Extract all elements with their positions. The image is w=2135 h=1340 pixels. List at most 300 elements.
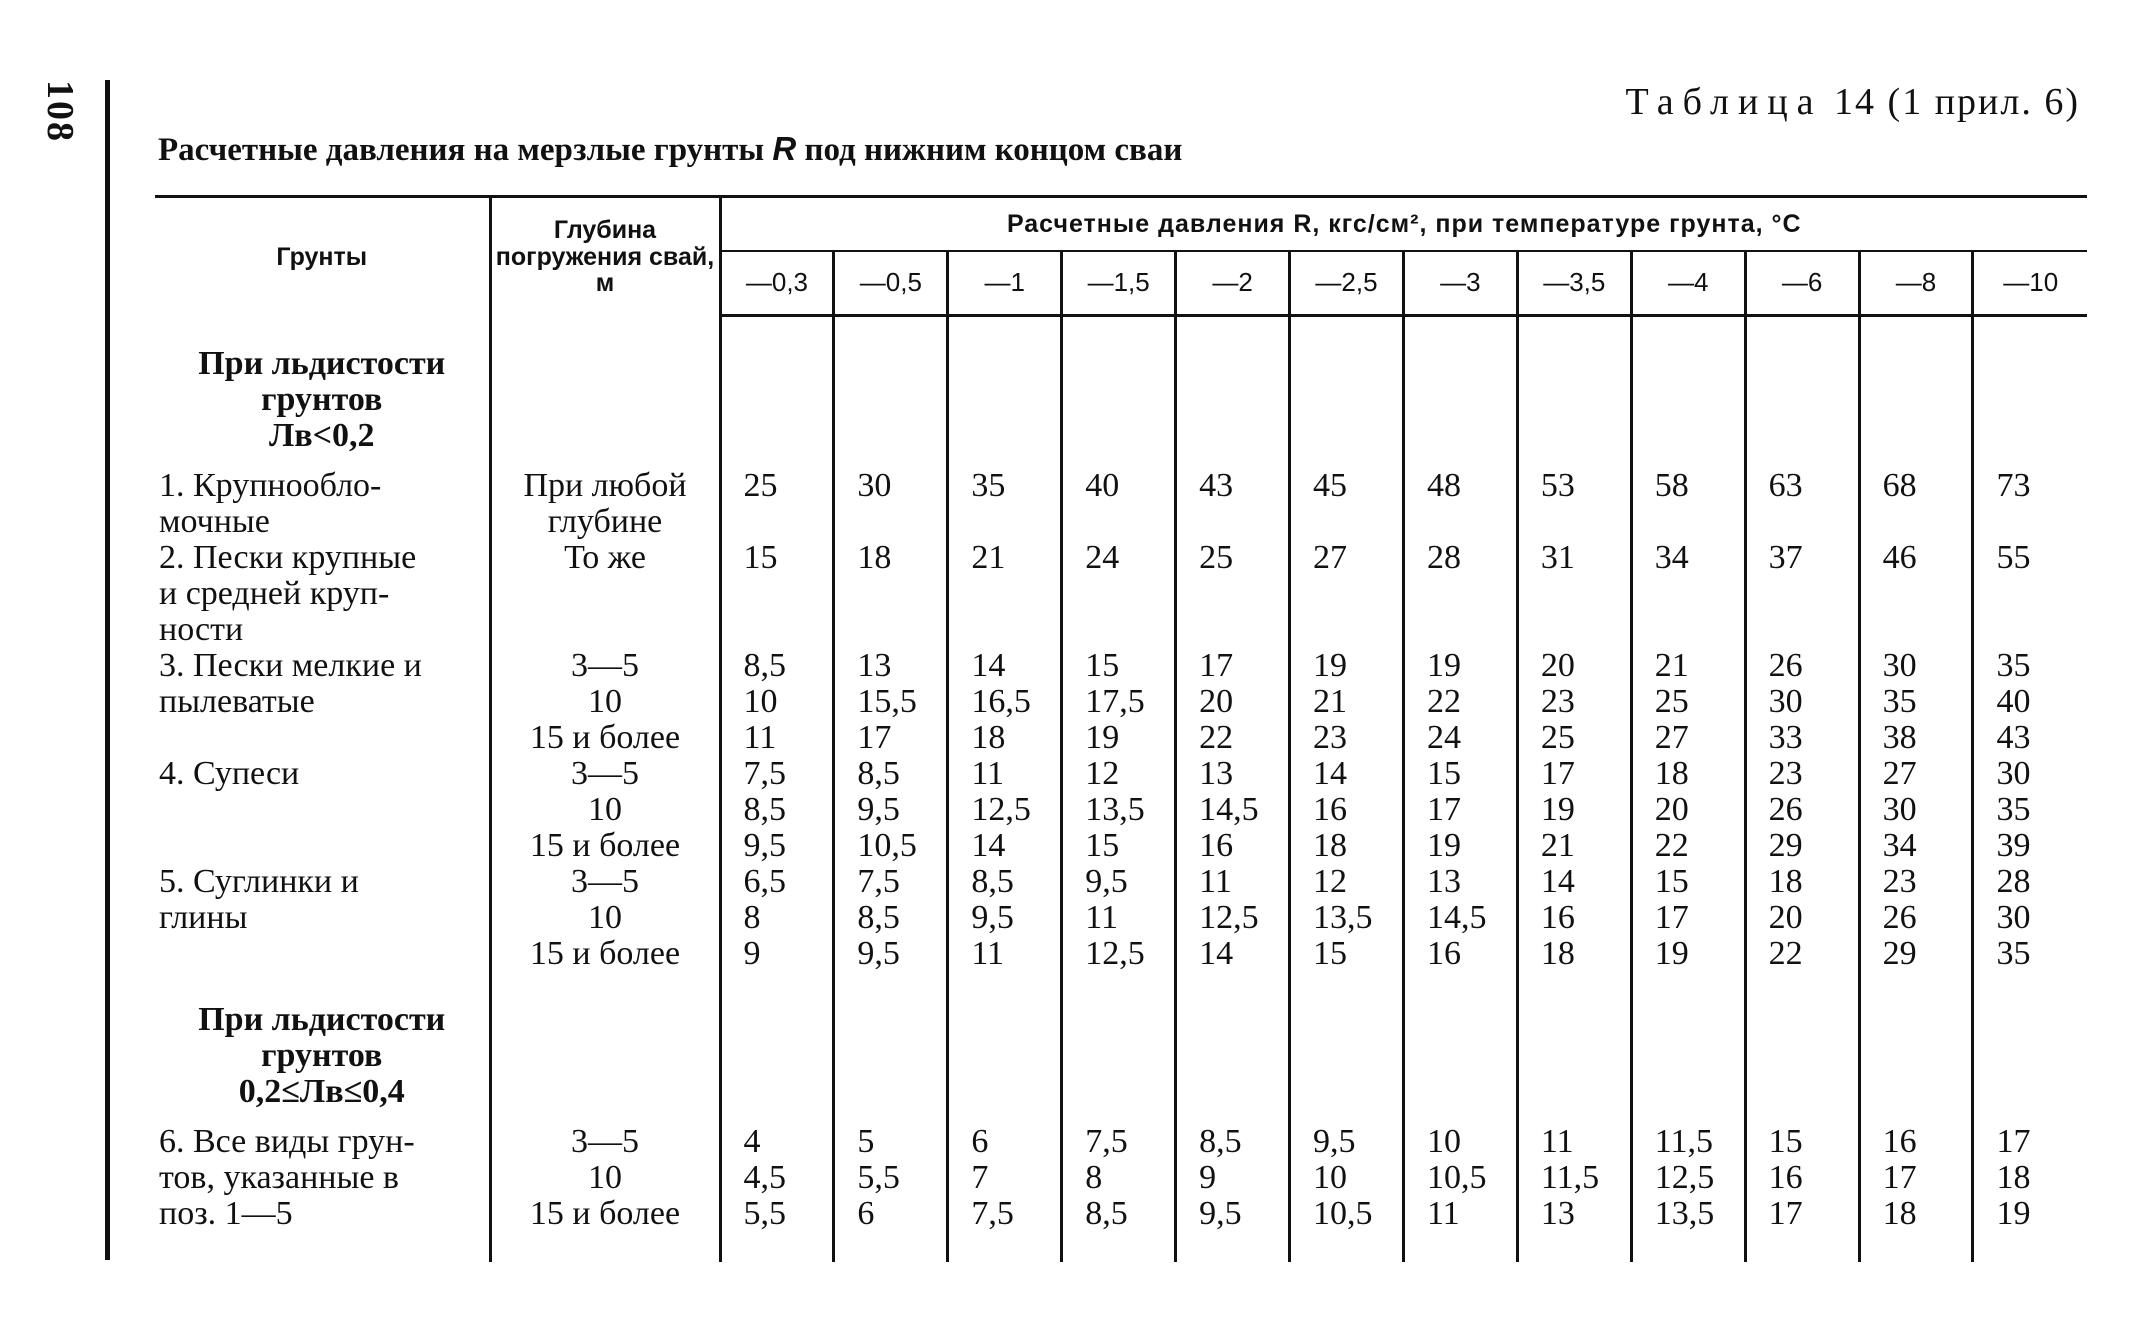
pressure-cell: [720, 468, 834, 540]
pressure-value: 25: [1654, 682, 1689, 720]
pressure-value: 5,5: [743, 1194, 786, 1232]
empty-cell: [834, 1232, 948, 1262]
pressure-value: 9: [743, 934, 761, 972]
pressure-value: 15: [1085, 826, 1120, 864]
empty-cell: [720, 1232, 834, 1262]
pressure-value: 17: [1768, 1194, 1803, 1232]
temperature-header: —4: [1631, 251, 1745, 316]
pressure-cell: [1290, 540, 1404, 648]
soil-line: поз. 1—5: [159, 1194, 293, 1232]
pressure-value: 14,5: [1199, 790, 1259, 828]
pressure-value: 23: [1540, 682, 1575, 720]
pressure-cell: [1176, 468, 1290, 540]
pressure-value: 11: [971, 934, 1005, 972]
table-title-symbol: R: [772, 130, 797, 167]
empty-cell: [834, 316, 948, 468]
pressure-value: 9,5: [857, 934, 900, 972]
pressure-cell: [1403, 756, 1517, 864]
empty-cell: [490, 316, 720, 468]
pressure-value: 9,5: [971, 898, 1014, 936]
pressure-value: 11,5: [1540, 1158, 1600, 1196]
pressure-value: 16: [1313, 790, 1348, 828]
pressure-value: 4,5: [743, 1158, 786, 1196]
pressure-value: 26: [1768, 790, 1803, 828]
pressure-cell: [1403, 864, 1517, 972]
pressure-value: 34: [1882, 826, 1917, 864]
soil-line: и средней круп-: [159, 574, 390, 612]
pressure-value: 30: [1996, 898, 2031, 936]
empty-cell: [948, 972, 1062, 1124]
pressure-value: 17: [1199, 646, 1234, 684]
pressure-value: 12: [1085, 754, 1120, 792]
empty-cell: [1859, 316, 1973, 468]
pressure-cell: [1745, 540, 1859, 648]
pressure-cell: [1631, 864, 1745, 972]
pressure-value: 23: [1313, 718, 1348, 756]
empty-cell: [490, 1232, 720, 1262]
group-title: [155, 316, 490, 468]
pressure-cell: [1859, 1124, 1973, 1232]
pressure-value: 68: [1882, 466, 1917, 504]
soil-cell: [155, 864, 490, 972]
empty-cell: [1403, 1232, 1517, 1262]
pressure-value: 9: [1199, 1158, 1217, 1196]
pressure-cell: [1745, 756, 1859, 864]
depth-cell: [490, 648, 720, 756]
pressure-value: 7,5: [1085, 1122, 1128, 1160]
pressure-value: 12,5: [971, 790, 1031, 828]
soil-line: 5. Суглинки и: [159, 862, 359, 900]
pressure-cell: [1062, 1124, 1176, 1232]
pressure-value: 17: [1654, 898, 1689, 936]
soil-line: 3. Пески мелкие и: [159, 646, 422, 684]
pressure-cell: [834, 756, 948, 864]
pressure-cell: [1631, 756, 1745, 864]
pressure-value: 13,5: [1654, 1194, 1715, 1232]
pressure-value: 14,5: [1426, 898, 1487, 936]
pressure-value: 16: [1768, 1158, 1803, 1196]
pressure-cell: [1176, 648, 1290, 756]
pressure-value: 13: [1540, 1194, 1575, 1232]
temperature-header: —6: [1745, 251, 1859, 316]
table-row: [155, 540, 2087, 648]
pressure-cell: [1973, 540, 2087, 648]
temperature-header: —0,3: [720, 251, 834, 316]
pressure-value: 8,5: [857, 898, 900, 936]
pressure-value: 8: [1085, 1158, 1103, 1196]
pressure-value: 11,5: [1654, 1122, 1713, 1160]
pressure-value: 30: [1882, 646, 1917, 684]
pressure-value: 13: [1199, 754, 1234, 792]
pressure-cell: [1973, 756, 2087, 864]
pressure-value: 21: [1654, 646, 1689, 684]
pressure-value: 16,5: [971, 682, 1031, 720]
pressure-value: 19: [1996, 1194, 2031, 1232]
pressure-cell: [1290, 1124, 1404, 1232]
pressure-value: 30: [1882, 790, 1917, 828]
temperature-header: —0,5: [834, 251, 948, 316]
soil-cell: [155, 1124, 490, 1232]
pressure-cell: [720, 540, 834, 648]
pressure-value: 14: [1313, 754, 1348, 792]
pressure-value: 20: [1654, 790, 1689, 828]
pressure-value: 19: [1313, 646, 1348, 684]
depth-value: 3—5: [571, 1122, 639, 1160]
pressure-value: 18: [857, 538, 892, 576]
pressure-value: 16: [1426, 934, 1461, 972]
pressure-cell: [1062, 648, 1176, 756]
temperature-header: —8: [1859, 251, 1973, 316]
pressure-value: 43: [1199, 466, 1234, 504]
temperature-header: —2,5: [1290, 251, 1404, 316]
pressure-cell: [834, 864, 948, 972]
pressure-cell: [1290, 648, 1404, 756]
depth-value: 15 и более: [529, 826, 681, 864]
pressure-cell: [1745, 648, 1859, 756]
pressure-value: 10: [743, 682, 778, 720]
empty-cell: [1973, 316, 2087, 468]
pressure-value: 10,5: [1426, 1158, 1487, 1196]
pressure-cell: [1062, 756, 1176, 864]
pressure-value: 15: [1313, 934, 1348, 972]
pressure-value: 6,5: [743, 862, 786, 900]
pressure-cell: [1631, 540, 1745, 648]
pressure-value: 17: [1540, 754, 1575, 792]
empty-cell: [834, 972, 948, 1124]
pressure-value: 17: [1882, 1158, 1917, 1196]
pressure-value: 34: [1654, 538, 1689, 576]
empty-cell: [1290, 316, 1404, 468]
depth-value: 10: [588, 1158, 622, 1196]
pressure-value: 26: [1882, 898, 1917, 936]
pressure-value: 12,5: [1654, 1158, 1715, 1196]
empty-cell: [1290, 972, 1404, 1124]
pressure-value: 11: [743, 718, 777, 756]
pressure-cell: [948, 648, 1062, 756]
table-title-after: под нижним концом сваи: [804, 132, 1183, 168]
pressure-value: 18: [1654, 754, 1689, 792]
pressure-cell: [1290, 468, 1404, 540]
pressure-value: 21: [971, 538, 1006, 576]
pressure-cell: [1062, 540, 1176, 648]
pressure-value: 11: [1540, 1122, 1574, 1160]
pressure-value: 35: [971, 466, 1006, 504]
empty-cell: [1176, 316, 1290, 468]
soil-line: 4. Супеси: [159, 754, 300, 792]
pressure-value: 5: [857, 1122, 875, 1160]
depth-cell: [490, 756, 720, 864]
pressure-cell: [1859, 468, 1973, 540]
pressure-value: 55: [1996, 538, 2031, 576]
soil-line: глины: [159, 898, 248, 936]
pressure-value: 19: [1426, 826, 1461, 864]
empty-cell: [1176, 1232, 1290, 1262]
pressure-value: 8,5: [1199, 1122, 1242, 1160]
pressure-value: 20: [1199, 682, 1234, 720]
pressure-cell: [1062, 468, 1176, 540]
pressure-value: 9,5: [1085, 862, 1128, 900]
pressure-value: 18: [971, 718, 1006, 756]
pressure-cell: [1517, 864, 1631, 972]
pressure-value: 29: [1882, 934, 1917, 972]
pressure-value: 28: [1426, 538, 1461, 576]
empty-cell: [1631, 1232, 1745, 1262]
pressure-value: 22: [1768, 934, 1803, 972]
empty-cell: [720, 316, 834, 468]
pressure-cell: [948, 540, 1062, 648]
pressure-value: 10,5: [857, 826, 917, 864]
pressure-value: 12,5: [1199, 898, 1259, 936]
temperature-header: —10: [1973, 251, 2087, 316]
pressure-cell: [1745, 1124, 1859, 1232]
pressure-value: 43: [1996, 718, 2031, 756]
empty-cell: [155, 1232, 490, 1262]
empty-cell: [1290, 1232, 1404, 1262]
empty-cell: [1745, 316, 1859, 468]
empty-cell: [1973, 972, 2087, 1124]
pressure-value: 8,5: [743, 646, 786, 684]
empty-cell: [490, 972, 720, 1124]
pressure-value: 18: [1996, 1158, 2031, 1196]
soil-line: мочные: [159, 502, 270, 540]
pressure-value: 6: [971, 1122, 989, 1160]
depth-value: 15 и более: [529, 1194, 681, 1232]
pressure-value: 20: [1540, 646, 1575, 684]
soil-line: 1. Крупнообло-: [159, 466, 382, 504]
empty-cell: [1859, 1232, 1973, 1262]
depth-value: 15 и более: [529, 718, 681, 756]
pressure-cell: [1859, 756, 1973, 864]
pressure-cell: [720, 648, 834, 756]
pressure-cell: [1631, 1124, 1745, 1232]
pressure-cell: [1403, 540, 1517, 648]
pressure-value: 6: [857, 1194, 875, 1232]
depth-value: 3—5: [571, 646, 639, 684]
depth-header: Глубина погружения свай, м: [490, 197, 720, 316]
pressure-value: 19: [1426, 646, 1461, 684]
soil-cell: [155, 756, 490, 864]
pressure-value: 46: [1882, 538, 1917, 576]
empty-cell: [720, 972, 834, 1124]
soil-cell: [155, 540, 490, 648]
depth-value: 10: [588, 790, 622, 828]
pressure-value: 17: [857, 718, 892, 756]
pressure-value: 48: [1426, 466, 1461, 504]
pressure-value: 18: [1313, 826, 1348, 864]
bottom-spacer-row: [155, 1232, 2087, 1262]
pressure-value: 26: [1768, 646, 1803, 684]
pressure-value: 7: [971, 1158, 989, 1196]
table-row: [155, 648, 2087, 756]
table-title-before: Расчетные давления на мерзлые грунты: [158, 132, 765, 168]
table-row: [155, 468, 2087, 540]
group-title-line: При льдистости: [198, 1000, 446, 1038]
pressure-value: 35: [1996, 934, 2031, 972]
pressure-value: 33: [1768, 718, 1803, 756]
soil-line: 2. Пески крупные: [159, 538, 417, 576]
depth-value: То же: [564, 538, 646, 576]
pressure-cell: [1062, 864, 1176, 972]
pressure-value: 5,5: [857, 1158, 900, 1196]
pressure-value: 63: [1768, 466, 1803, 504]
group-title-line: Лв<0,2: [268, 416, 375, 454]
pressure-cell: [1517, 468, 1631, 540]
pressure-value: 19: [1540, 790, 1575, 828]
pressure-value: 12: [1313, 862, 1348, 900]
pressure-value: 27: [1654, 718, 1689, 756]
pressure-cell: [1973, 864, 2087, 972]
pressure-cell: [1517, 540, 1631, 648]
empty-cell: [1062, 1232, 1176, 1262]
pressure-cell: [948, 864, 1062, 972]
empty-cell: [1517, 1232, 1631, 1262]
pressure-cell: [1517, 1124, 1631, 1232]
pressure-value: 13,5: [1085, 790, 1145, 828]
pressure-value: 73: [1996, 466, 2031, 504]
pressure-value: 24: [1426, 718, 1461, 756]
pressure-value: 15: [1654, 862, 1689, 900]
pressure-value: 15,5: [857, 682, 917, 720]
pressure-cell: [834, 468, 948, 540]
pressure-value: 16: [1540, 898, 1575, 936]
pressure-value: 16: [1199, 826, 1234, 864]
pressure-value: 14: [971, 646, 1006, 684]
pressure-value: 18: [1882, 1194, 1917, 1232]
pressure-cell: [1745, 864, 1859, 972]
pressure-value: 7,5: [743, 754, 786, 792]
pressure-cell: [1403, 648, 1517, 756]
pressure-value: 13: [1426, 862, 1461, 900]
group-row: [155, 972, 2087, 1124]
pressure-value: 35: [1996, 790, 2031, 828]
pressure-value: 27: [1313, 538, 1348, 576]
empty-cell: [1062, 972, 1176, 1124]
temperature-header: —2: [1176, 251, 1290, 316]
pressure-value: 19: [1654, 934, 1689, 972]
empty-cell: [1631, 972, 1745, 1124]
pressure-cell: [834, 540, 948, 648]
pressure-cell: [1973, 468, 2087, 540]
group-title-line: грунтов: [261, 380, 383, 418]
pressure-cell: [1176, 864, 1290, 972]
pressure-cell: [1290, 864, 1404, 972]
group-row: [155, 316, 2087, 468]
empty-cell: [1859, 972, 1973, 1124]
empty-cell: [1973, 1232, 2087, 1262]
depth-cell: [490, 468, 720, 540]
soil-line: пылеватые: [159, 682, 315, 720]
pressure-cell: [720, 1124, 834, 1232]
pressure-cell: [948, 468, 1062, 540]
pressure-cell: [1403, 468, 1517, 540]
pressure-value: 23: [1882, 862, 1917, 900]
pressure-cell: [1176, 756, 1290, 864]
pressure-value: 10: [1426, 1122, 1461, 1160]
pressure-cell: [1176, 1124, 1290, 1232]
pressure-value: 17: [1996, 1122, 2031, 1160]
table-number-ref: 14 (1 прил. 6): [1834, 81, 2080, 123]
pressure-value: 21: [1313, 682, 1348, 720]
pressure-cell: [1973, 648, 2087, 756]
pressure-value: 11: [1426, 1194, 1460, 1232]
empty-cell: [948, 316, 1062, 468]
pressure-value: 10,5: [1313, 1194, 1373, 1232]
pressure-cell: [720, 864, 834, 972]
depth-value: 3—5: [571, 862, 639, 900]
pressure-cell: [1631, 648, 1745, 756]
pressure-value: 15: [743, 538, 778, 576]
pressure-value: 53: [1540, 466, 1575, 504]
pressure-cell: [1403, 1124, 1517, 1232]
pressure-value: 16: [1882, 1122, 1917, 1160]
soil-cell: [155, 648, 490, 756]
pressure-value: 28: [1996, 862, 2031, 900]
pressure-value: 40: [1085, 466, 1120, 504]
empty-cell: [948, 1232, 1062, 1262]
pressure-cell: [948, 1124, 1062, 1232]
margin-rule: [105, 80, 110, 1260]
pressure-cell: [720, 756, 834, 864]
group-title: [155, 972, 490, 1124]
depth-cell: [490, 864, 720, 972]
pressure-value: 7,5: [857, 862, 900, 900]
pressure-cell: [1859, 648, 1973, 756]
pressure-cell: [1859, 864, 1973, 972]
depth-value: 10: [588, 682, 622, 720]
temperature-header: —3,5: [1517, 251, 1631, 316]
temperature-header: —1,5: [1062, 251, 1176, 316]
pressure-value: 9,5: [1313, 1122, 1356, 1160]
depth-value: 10: [588, 898, 622, 936]
pressure-value: 35: [1996, 646, 2031, 684]
pressure-value: 18: [1768, 862, 1803, 900]
pressure-cell: [834, 1124, 948, 1232]
pressure-value: 18: [1540, 934, 1575, 972]
pressure-value: 25: [743, 466, 778, 504]
pressure-value: 11: [971, 754, 1005, 792]
pressure-value: 15: [1085, 646, 1120, 684]
table-number: [1626, 80, 2080, 124]
empty-cell: [1517, 972, 1631, 1124]
pressure-value: 19: [1085, 718, 1120, 756]
empty-cell: [1403, 972, 1517, 1124]
pressure-value: 30: [857, 466, 892, 504]
pressure-value: 45: [1313, 466, 1348, 504]
table-row: [155, 1124, 2087, 1232]
empty-cell: [1631, 316, 1745, 468]
pressure-value: 15: [1426, 754, 1461, 792]
empty-cell: [1745, 972, 1859, 1124]
pressure-value: 29: [1768, 826, 1803, 864]
table-row: [155, 864, 2087, 972]
empty-cell: [1176, 972, 1290, 1124]
pressure-value: 22: [1199, 718, 1234, 756]
table-title: [158, 130, 1182, 169]
pressure-value: 58: [1654, 466, 1689, 504]
pressure-value: 8,5: [1085, 1194, 1128, 1232]
pressure-table: [155, 195, 2087, 1262]
table-row: [155, 756, 2087, 864]
pressure-value: 9,5: [1199, 1194, 1242, 1232]
pressure-cell: [1745, 468, 1859, 540]
pressure-value: 13,5: [1313, 898, 1373, 936]
pressure-value: 22: [1426, 682, 1461, 720]
soil-line: 6. Все виды грун-: [159, 1122, 415, 1160]
pressure-cell: [834, 648, 948, 756]
pressure-cell: [1290, 756, 1404, 864]
pressure-cell: [1517, 756, 1631, 864]
pressure-value: 31: [1540, 538, 1575, 576]
